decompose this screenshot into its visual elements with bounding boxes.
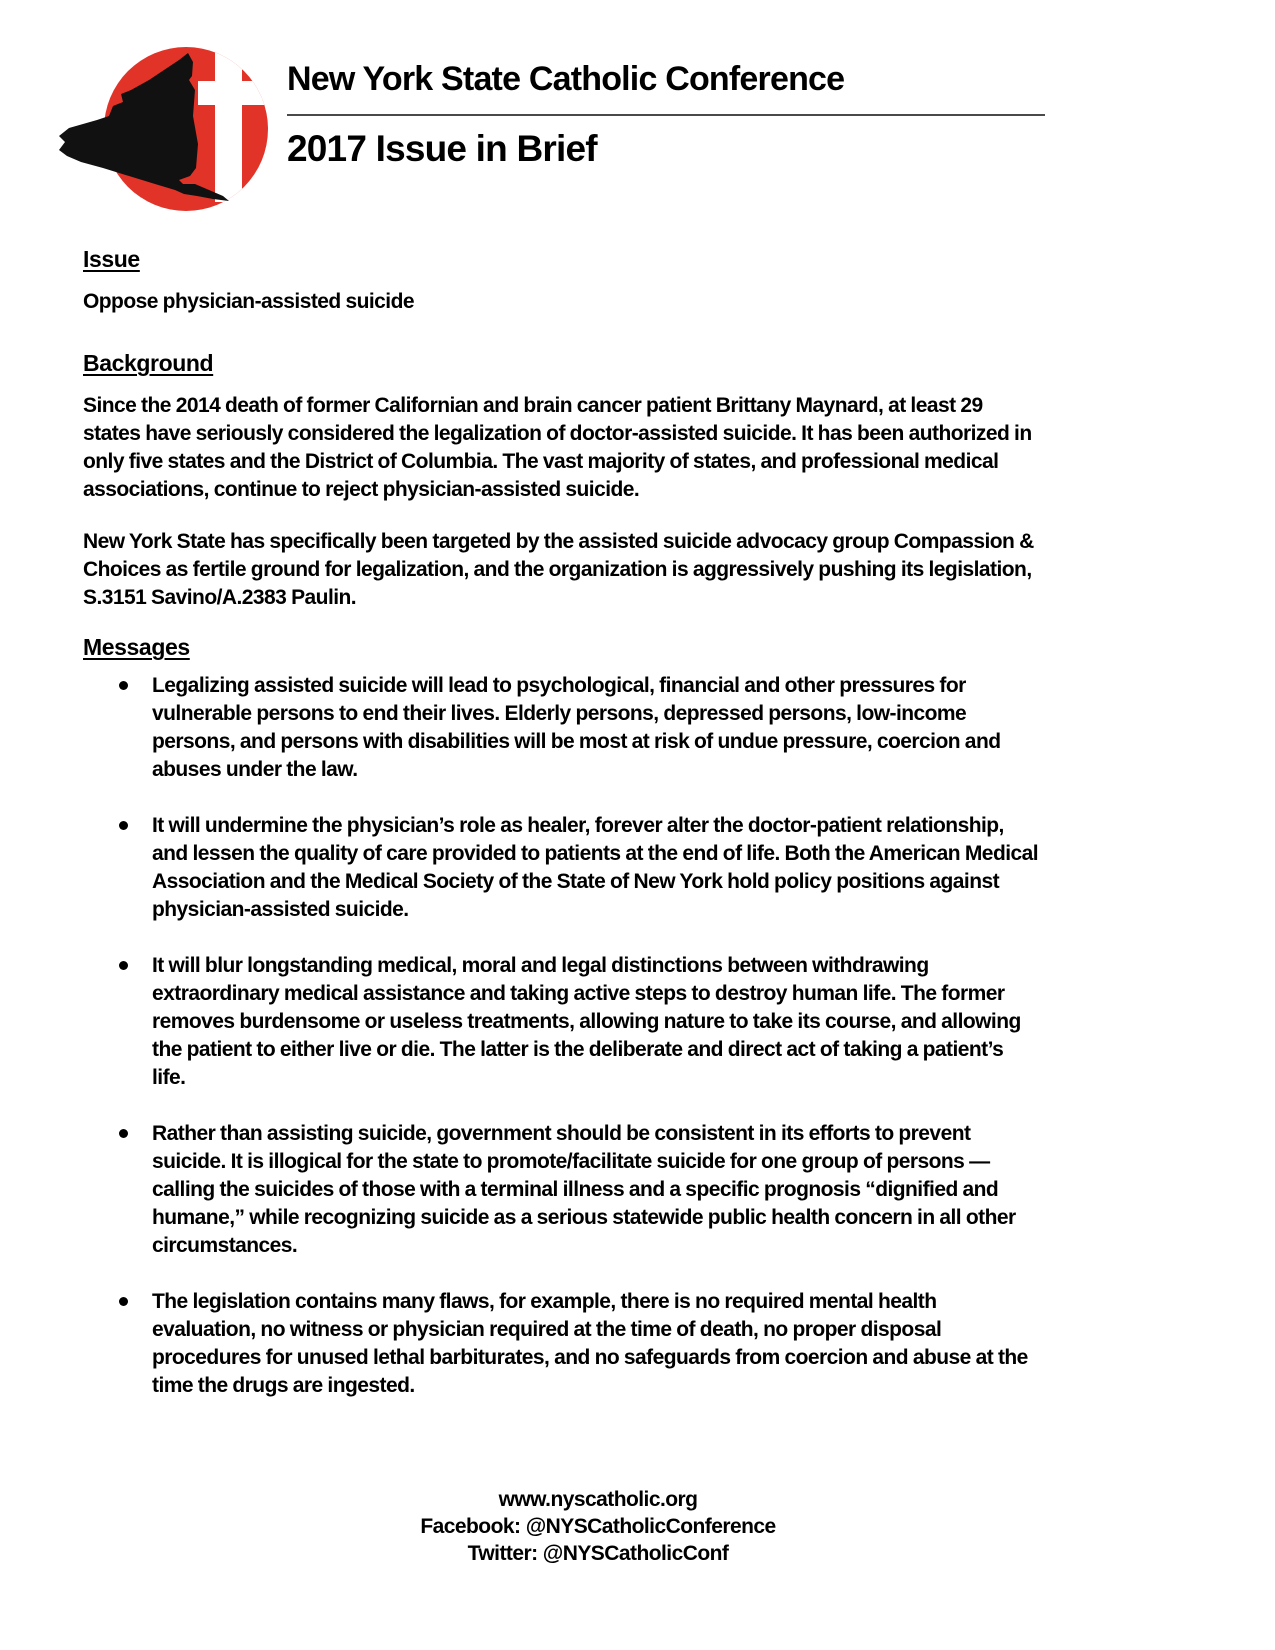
header-text-block xyxy=(287,58,1045,170)
message-item xyxy=(83,812,1040,924)
org-name: New York State Catholic Conference xyxy=(287,60,845,98)
message-text: The legislation contains many flaws, for example, there is no required mental health evaluation, no witness or physician required at the time of death, no proper disposal procedures for unused lethal barbiturates, and no safeguards from coercion and abuse at the time the drugs are ingested. xyxy=(152,1290,1028,1397)
doc-title: 2017 Issue in Brief xyxy=(287,128,597,169)
message-text: Rather than assisting suicide, government should be consistent in its efforts to prevent suicide. It is illogical for the state to promote/facilitate suicide for one group of persons — calling the suicides of those with a terminal illness and a specific prognosis “dignified and humane,” while recognizing suicide as a serious statewide public health concern in all other circumstances. xyxy=(152,1122,1016,1257)
message-item xyxy=(83,952,1040,1092)
message-text: It will blur longstanding medical, moral and legal distinctions between withdrawing extraordinary medical assistance and taking active steps to destroy human life. The former removes burdensome or useless treatments, allowing nature to take its course, and allowing the patient to either live or die. The latter is the deliberate and direct act of taking a patient’s life. xyxy=(152,954,1021,1089)
bullet-icon xyxy=(119,681,128,690)
website-text: www.nyscatholic.org xyxy=(498,1488,698,1511)
issue-heading: Issue xyxy=(83,246,140,272)
bullet-icon xyxy=(119,821,128,830)
messages-list xyxy=(83,672,1040,1400)
messages-heading: Messages xyxy=(83,634,190,660)
document-header xyxy=(0,0,1275,230)
bullet-icon xyxy=(119,1297,128,1306)
bullet-icon xyxy=(119,961,128,970)
background-paragraph-2: New York State has specifically been targeted by the assisted suicide advocacy group Compassion & Choices as fertile ground for legalization, and the organization is aggressively pushing its legislation, S.3151 Savino/A.2383 Paulin. xyxy=(83,530,1034,609)
document-footer xyxy=(0,1486,1275,1567)
background-paragraph-1: Since the 2014 death of former Californian and brain cancer patient Brittany Maynard, at least 29 states have seriously considered the legalization of doctor-assisted suicide. It has been authorized in only five states and the District of Columbia. The vast majority of states, and professional medical associations, continue to reject physician-assisted suicide. xyxy=(83,394,1032,501)
issue-statement: Oppose physician-assisted suicide xyxy=(83,290,414,313)
facebook-handle: Facebook: @NYSCatholicConference xyxy=(420,1515,776,1538)
header-divider xyxy=(287,114,1045,116)
twitter-handle: Twitter: @NYSCatholicConf xyxy=(467,1542,729,1565)
message-text: It will undermine the physician’s role as healer, forever alter the doctor-patient relationship, and lessen the quality of care provided to patients at the end of life. Both the American Medical Association and the Medical Society of the State of New York hold policy positions against physician-assisted suicide. xyxy=(152,814,1039,921)
bullet-icon xyxy=(119,1129,128,1138)
message-text: Legalizing assisted suicide will lead to psychological, financial and other pressures for vulnerable persons to end their lives. Elderly persons, depressed persons, low-income persons, and persons with disabilities will be most at risk of undue pressure, coercion and abuses under the law. xyxy=(152,674,1001,781)
message-item xyxy=(83,1120,1040,1260)
message-item xyxy=(83,672,1040,784)
nys-catholic-conference-logo xyxy=(57,28,285,220)
message-item xyxy=(83,1288,1040,1400)
background-heading: Background xyxy=(83,350,214,376)
